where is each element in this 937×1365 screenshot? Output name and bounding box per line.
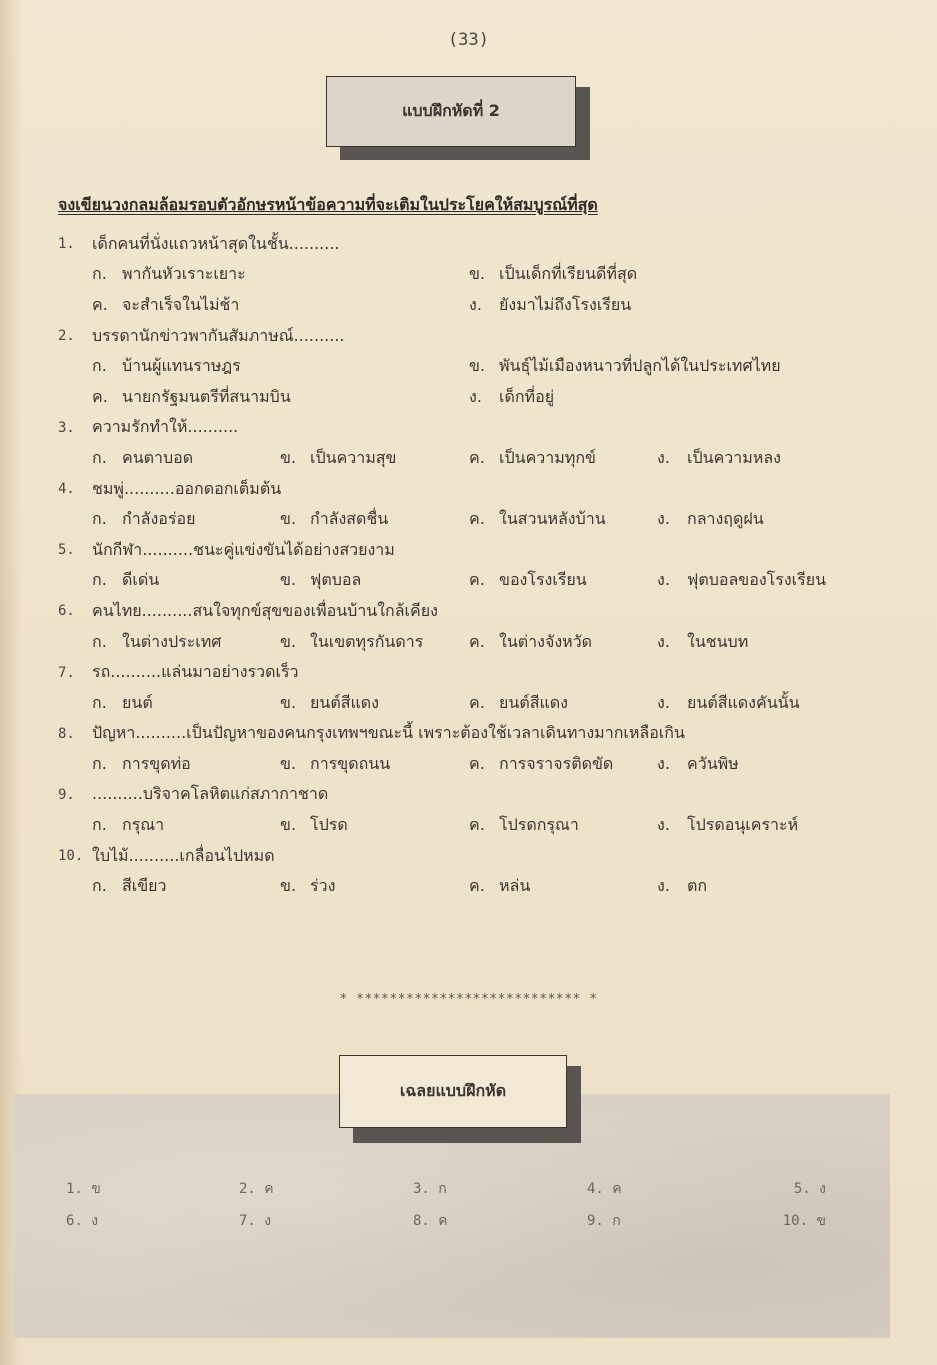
option-label: ก. bbox=[92, 753, 107, 773]
option-label: ค. bbox=[469, 447, 485, 467]
option-label: ค. bbox=[92, 294, 108, 314]
question-number: 1. bbox=[58, 236, 75, 253]
option-text: ในต่างจังหวัด bbox=[499, 631, 593, 651]
exercise-title bbox=[326, 76, 576, 147]
option-text: เป็นเด็กที่เรียนดีที่สุด bbox=[499, 264, 638, 284]
question bbox=[58, 474, 888, 505]
option[interactable] bbox=[657, 691, 800, 716]
question-number: 3. bbox=[58, 419, 75, 436]
answer-item: 2. ค bbox=[239, 1181, 274, 1197]
option-row bbox=[58, 627, 888, 658]
option[interactable] bbox=[657, 874, 707, 899]
option[interactable] bbox=[469, 354, 846, 379]
option[interactable] bbox=[280, 813, 469, 838]
option[interactable] bbox=[280, 446, 469, 471]
answer-item: 7. ง bbox=[239, 1213, 272, 1229]
question-text: ชมพู่..........ออกดอกเต็มต้น bbox=[92, 478, 282, 498]
option-text: ดีเด่น bbox=[122, 570, 160, 590]
option-label: ข. bbox=[280, 570, 297, 590]
section-separator: * *************************** * bbox=[339, 992, 598, 1007]
option-label: ค. bbox=[92, 386, 108, 406]
option-label: ง. bbox=[657, 631, 670, 651]
option-label: ก. bbox=[92, 815, 107, 835]
option[interactable] bbox=[657, 752, 739, 777]
option-label: ง. bbox=[469, 294, 482, 314]
option-label: ง. bbox=[469, 386, 482, 406]
exercise-title-text: แบบฝึกหัดที่ 2 bbox=[402, 101, 500, 120]
answer-item: 4. ค bbox=[587, 1181, 622, 1197]
page-number: (33) bbox=[448, 30, 489, 50]
question-number: 10. bbox=[58, 848, 84, 865]
option-row bbox=[58, 749, 888, 780]
answer-item: 1. ข bbox=[66, 1181, 101, 1197]
option[interactable] bbox=[469, 507, 657, 532]
option-label: ข. bbox=[280, 876, 297, 896]
option[interactable] bbox=[657, 446, 781, 471]
question-text: เด็กคนที่นั่งแถวหน้าสุดในชั้น.......... bbox=[92, 233, 340, 253]
option-text: บ้านผู้แทนราษฎร bbox=[122, 356, 241, 376]
option[interactable] bbox=[280, 752, 469, 777]
option-label: ก. bbox=[92, 447, 107, 467]
question-text: รถ..........แล่นมาอย่างรวดเร็ว bbox=[92, 662, 299, 682]
option-row bbox=[58, 260, 888, 291]
option[interactable] bbox=[280, 507, 469, 532]
option[interactable] bbox=[280, 691, 469, 716]
option[interactable] bbox=[469, 874, 657, 899]
option-label: ข. bbox=[469, 356, 486, 376]
question-number: 8. bbox=[58, 725, 75, 742]
option-text: ยนต์สีแดง bbox=[499, 692, 568, 712]
option-text: โปรด bbox=[310, 815, 348, 835]
answer-grid bbox=[66, 1178, 826, 1232]
question-number: 7. bbox=[58, 664, 75, 681]
option-text: ตก bbox=[687, 876, 708, 896]
option-label: ข. bbox=[280, 753, 297, 773]
option-text: ในต่างประเทศ bbox=[122, 631, 222, 651]
question-number: 4. bbox=[58, 481, 75, 498]
option[interactable] bbox=[657, 813, 798, 838]
option[interactable] bbox=[92, 752, 280, 777]
option[interactable] bbox=[657, 507, 764, 532]
question bbox=[58, 657, 888, 688]
option-text: โปรดอนุเคราะห์ bbox=[687, 815, 799, 835]
option[interactable] bbox=[469, 752, 657, 777]
question-number: 6. bbox=[58, 603, 75, 620]
option-text: กำลังสดชื่น bbox=[310, 509, 389, 529]
option-label: ง. bbox=[657, 876, 670, 896]
option-row bbox=[58, 290, 888, 321]
option-text: การจราจรติดขัด bbox=[499, 753, 614, 773]
question-list bbox=[58, 229, 888, 902]
option-label: ข. bbox=[280, 447, 297, 467]
option[interactable] bbox=[469, 568, 657, 593]
question bbox=[58, 841, 888, 872]
option-label: ข. bbox=[280, 509, 297, 529]
option-row bbox=[58, 382, 888, 413]
option-label: ข. bbox=[280, 631, 297, 651]
option-label: ค. bbox=[469, 509, 485, 529]
option-text: พันธุ์ไม้เมืองหนาวที่ปลูกได้ในประเทศไทย bbox=[499, 356, 781, 376]
option-text: ยังมาไม่ถึงโรงเรียน bbox=[499, 294, 632, 314]
instruction-text: จงเขียนวงกลมล้อมรอบตัวอักษรหน้าข้อความที่จะเติมในประโยคให้สมบูรณ์ที่สุด bbox=[58, 195, 598, 214]
option-text: เป็นความสุข bbox=[310, 447, 397, 467]
option-text: คนตาบอด bbox=[122, 447, 194, 467]
option-label: ค. bbox=[469, 815, 485, 835]
option-label: ก. bbox=[92, 264, 107, 284]
option-text: การขุดถนน bbox=[310, 753, 391, 773]
option[interactable] bbox=[280, 874, 469, 899]
question-number: 2. bbox=[58, 328, 75, 345]
option[interactable] bbox=[92, 874, 280, 899]
option-text: กำลังอร่อย bbox=[122, 509, 196, 529]
option[interactable] bbox=[92, 293, 469, 318]
option-text: ยนต์ bbox=[122, 692, 153, 712]
option-label: ก. bbox=[92, 692, 107, 712]
option-text: ในสวนหลังบ้าน bbox=[499, 509, 606, 529]
option[interactable] bbox=[469, 262, 846, 287]
question bbox=[58, 413, 888, 444]
option-label: ก. bbox=[92, 509, 107, 529]
option-label: ก. bbox=[92, 356, 107, 376]
option[interactable] bbox=[469, 446, 657, 471]
option[interactable] bbox=[280, 568, 469, 593]
question-text: บรรดานักข่าวพากันสัมภาษณ์.......... bbox=[92, 325, 345, 345]
option-text: เป็นความทุกข์ bbox=[499, 447, 596, 467]
option-text: ร่วง bbox=[310, 876, 336, 896]
option-text: จะสำเร็จในไม่ช้า bbox=[122, 294, 240, 314]
option-label: ข. bbox=[469, 264, 486, 284]
option[interactable] bbox=[469, 385, 846, 410]
option-text: เด็กที่อยู่ bbox=[499, 386, 555, 406]
option-text: ในชนบท bbox=[687, 631, 749, 651]
option-row bbox=[58, 351, 888, 382]
option-label: ค. bbox=[469, 692, 485, 712]
option-label: ข. bbox=[280, 815, 297, 835]
option-text: โปรดกรุณา bbox=[499, 815, 579, 835]
option-row bbox=[58, 504, 888, 535]
option-text: ของโรงเรียน bbox=[499, 570, 587, 590]
answer-key-title-text: เฉลยแบบฝึกหัด bbox=[399, 1081, 507, 1100]
option[interactable] bbox=[92, 568, 280, 593]
answer-item: 5. ง bbox=[793, 1181, 826, 1197]
option[interactable] bbox=[92, 385, 469, 410]
question-text: นักกีฬา..........ชนะคู่แข่งขันได้อย่างสวยงาม bbox=[92, 539, 395, 559]
option-row bbox=[58, 566, 888, 597]
option-text: สีเขียว bbox=[122, 876, 167, 896]
option-row bbox=[58, 688, 888, 719]
answer-item: 6. ง bbox=[66, 1213, 99, 1229]
option-text: หล่น bbox=[499, 876, 531, 896]
option-text: กรุณา bbox=[122, 815, 165, 835]
option-label: ก. bbox=[92, 876, 107, 896]
question-text: ความรักทำให้.......... bbox=[92, 417, 239, 437]
question bbox=[58, 321, 888, 352]
option-label: ค. bbox=[469, 876, 485, 896]
question bbox=[58, 596, 888, 627]
option[interactable] bbox=[469, 813, 657, 838]
option-text: พากันหัวเราะเยาะ bbox=[122, 264, 246, 284]
option-label: ค. bbox=[469, 631, 485, 651]
option-label: ก. bbox=[92, 570, 107, 590]
option-row bbox=[58, 871, 888, 902]
question bbox=[58, 229, 888, 260]
option-label: ก. bbox=[92, 631, 107, 651]
option-row bbox=[58, 443, 888, 474]
question bbox=[58, 535, 888, 566]
option[interactable] bbox=[92, 354, 469, 379]
option[interactable] bbox=[92, 813, 280, 838]
option[interactable] bbox=[92, 507, 280, 532]
option-text: นายกรัฐมนตรีที่สนามบิน bbox=[122, 386, 291, 406]
answer-key-title bbox=[339, 1055, 567, 1128]
option-text: กลางฤดูฝน bbox=[687, 509, 764, 529]
option[interactable] bbox=[92, 446, 280, 471]
option[interactable] bbox=[469, 691, 657, 716]
option-label: ง. bbox=[657, 692, 670, 712]
option[interactable] bbox=[469, 630, 657, 655]
option[interactable] bbox=[92, 630, 280, 655]
option[interactable] bbox=[280, 630, 469, 655]
question-text: ..........บริจาคโลหิตแก่สภากาชาด bbox=[92, 784, 329, 804]
option-label: ง. bbox=[657, 509, 670, 529]
option[interactable] bbox=[657, 630, 748, 655]
option-label: ง. bbox=[657, 447, 670, 467]
question-text: ใบไม้..........เกลื่อนไปหมด bbox=[92, 845, 275, 865]
option[interactable] bbox=[92, 262, 469, 287]
answer-item: 8. ค bbox=[413, 1213, 448, 1229]
option-text: ในเขตทุรกันดาร bbox=[310, 631, 424, 651]
option-text: การขุดท่อ bbox=[122, 753, 191, 773]
option-row bbox=[58, 810, 888, 841]
option-label: ง. bbox=[657, 815, 670, 835]
question-number: 5. bbox=[58, 542, 75, 559]
option-text: ฟุตบอล bbox=[310, 570, 362, 590]
question bbox=[58, 719, 888, 750]
option-text: ฟุตบอลของโรงเรียน bbox=[687, 570, 827, 590]
option-label: ค. bbox=[469, 753, 485, 773]
question-text: คนไทย..........สนใจทุกข์สุขของเพื่อนบ้านใกล้เคียง bbox=[92, 600, 438, 620]
option-label: ง. bbox=[657, 753, 670, 773]
question-number: 9. bbox=[58, 786, 75, 803]
option-text: ควันพิษ bbox=[687, 753, 739, 773]
option-text: ยนต์สีแดง bbox=[310, 692, 379, 712]
option-text: เป็นความหลง bbox=[687, 447, 781, 467]
option[interactable] bbox=[469, 293, 846, 318]
answer-item: 10. ข bbox=[782, 1213, 826, 1229]
answer-item: 9. ก bbox=[587, 1213, 621, 1229]
question-text: ปัญหา..........เป็นปัญหาของคนกรุงเทพฯขณะนี้ เพราะต้องใช้เวลาเดินทางมากเหลือเกิน bbox=[92, 723, 685, 743]
option[interactable] bbox=[657, 568, 826, 593]
option-label: ข. bbox=[280, 692, 297, 712]
answer-item: 3. ก bbox=[413, 1181, 447, 1197]
option-label: ค. bbox=[469, 570, 485, 590]
option[interactable] bbox=[92, 691, 280, 716]
option-text: ยนต์สีแดงคันนั้น bbox=[687, 692, 800, 712]
option-label: ง. bbox=[657, 570, 670, 590]
question bbox=[58, 780, 888, 811]
